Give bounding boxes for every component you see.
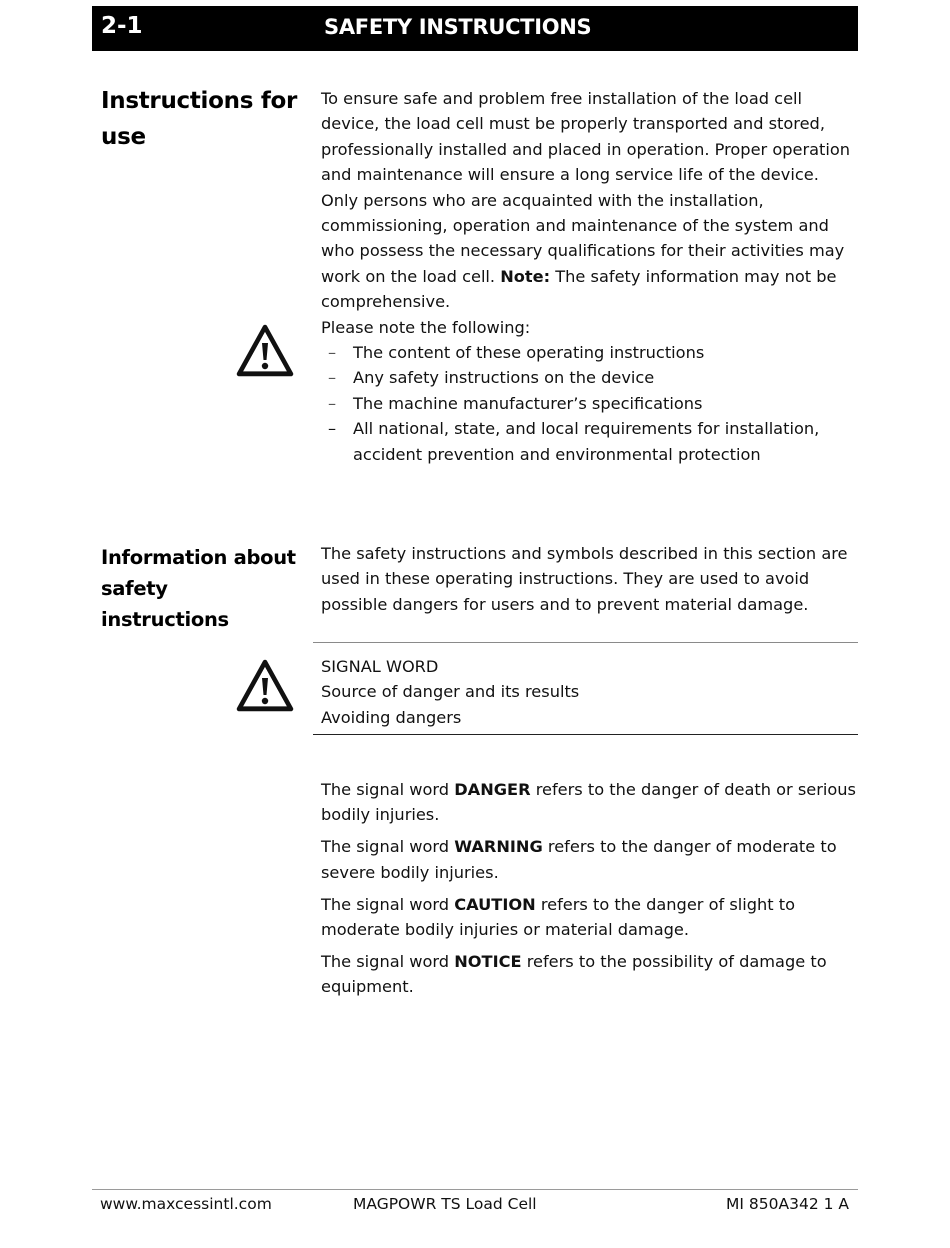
definition-text: refers to the danger of death or serious bodily injuries.: [321, 780, 856, 825]
list-item: [321, 391, 861, 416]
list-item: [321, 340, 861, 365]
bullet-dash: –: [328, 343, 337, 362]
note-text: The safety information may not be comprehensive.: [321, 266, 837, 312]
footer-website: www.maxcessintl.com: [100, 1195, 272, 1213]
signal-keyword: NOTICE: [454, 951, 522, 971]
footer-document-id: MI 850A342 1 A: [726, 1195, 849, 1213]
instructions-for-use-heading: Instructions for use: [101, 88, 298, 150]
list-item: [321, 365, 861, 390]
signal-box-bottom-divider: [313, 734, 858, 735]
definition-text: refers to the danger of slight to moderate bodily injuries or material damage.: [321, 894, 796, 940]
signal-keyword: WARNING: [454, 837, 543, 857]
note-label: Note:: [500, 266, 551, 286]
definition-prefix: The signal word: [321, 780, 450, 799]
warning-triangle-icon: [235, 658, 295, 714]
section-number: 2-1: [101, 13, 143, 39]
definition-text: refers to the danger of moderate to severe bodily injuries.: [321, 837, 837, 882]
signal-word-box: [321, 654, 579, 730]
list-item-text: The content of these operating instructions: [353, 343, 705, 362]
section-title: SAFETY INSTRUCTIONS: [324, 15, 592, 39]
signal-box-top-divider: [313, 642, 858, 643]
bullet-dash: –: [328, 368, 337, 388]
signal-keyword: DANGER: [454, 780, 531, 799]
section-header-bar: [92, 6, 858, 51]
safety-information-heading: Information about safety instructions: [101, 546, 296, 631]
signal-word-definitions: [321, 777, 856, 1006]
definition-text: refers to the possibility of damage to equipment.: [321, 951, 827, 997]
definition-danger: [321, 777, 856, 828]
list-item-text: All national, state, and local requirements for installation, accident prevention and environmental protection: [353, 419, 820, 464]
footer-divider: [92, 1189, 858, 1190]
definition-prefix: The signal word: [321, 894, 450, 914]
avoiding-dangers-label: Avoiding dangers: [321, 707, 462, 727]
footer-product-name: MAGPOWR TS Load Cell: [353, 1195, 537, 1213]
list-item-text: The machine manufacturer’s specifications: [353, 393, 703, 413]
please-note-text: Please note the following:: [321, 317, 531, 337]
danger-source-label: Source of danger and its results: [321, 682, 580, 702]
bullet-dash: –: [328, 393, 337, 413]
definition-notice: [321, 949, 856, 1000]
list-item: [321, 416, 861, 467]
definition-caution: [321, 892, 856, 943]
definition-warning: [321, 834, 856, 885]
warning-triangle-icon: [235, 323, 295, 379]
signal-word-label: SIGNAL WORD: [321, 657, 439, 676]
signal-keyword: CAUTION: [454, 894, 536, 914]
definition-prefix: The signal word: [321, 951, 450, 971]
list-item-text: Any safety instructions on the device: [353, 368, 655, 388]
instructions-paragraph: [321, 86, 861, 340]
requirements-list: [321, 340, 861, 467]
bullet-dash: –: [328, 419, 337, 439]
instructions-text: To ensure safe and problem free installation of the load cell device, the load cell must be properly transported and stored, professionally installed and placed in operation. Proper operation and maintenance will ensure a long service life of the device. Only persons who are acquainted with the installation, commissioning, operation and maintenance of the system and who possess the necessary qualifications for their activities may work on the load cell.: [321, 89, 851, 286]
definition-prefix: The signal word: [321, 837, 450, 857]
safety-information-paragraph: The safety instructions and symbols described in this section are used in these operating instructions. They are used to avoid possible dangers for users and to prevent material damage.: [321, 544, 848, 614]
